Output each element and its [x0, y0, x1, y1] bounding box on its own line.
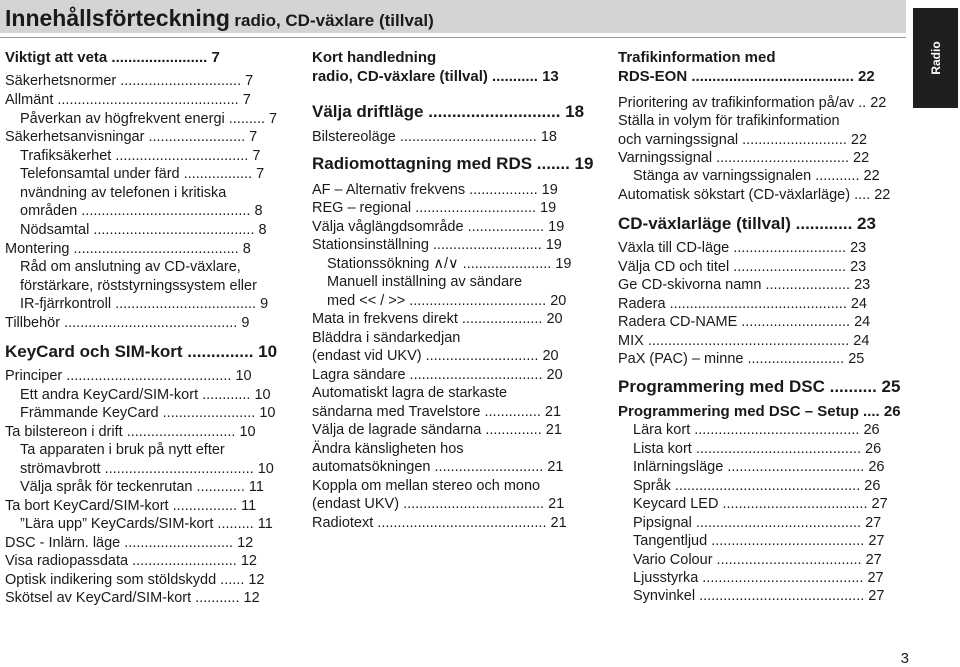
toc-entry: Viktigt att veta ....................... 7	[5, 49, 220, 66]
toc-entry: Koppla om mellan stereo och mono	[312, 478, 541, 494]
toc-entry: Ta bort KeyCard/SIM-kort ................ 11	[5, 498, 257, 514]
toc-entry: Ta apparaten i bruk på nytt efter	[20, 442, 225, 458]
toc-entry: Manuell inställning av sändare	[327, 274, 523, 290]
toc-entry: Nödsamtal ........................................ 8	[20, 222, 267, 238]
toc-entry: (endast UKV) ................................... 21	[312, 496, 565, 512]
page-title: Innehållsförteckning	[5, 5, 230, 31]
toc-entry: Ljusstyrka ........................................ 27	[633, 570, 884, 586]
toc-entry: CD-växlarläge (tillval) ............ 23	[618, 214, 876, 233]
toc-entry: och varningssignal .......................... 22	[618, 132, 868, 148]
page-header	[0, 0, 906, 33]
toc-entry: förstärkare, röststyrningssystem eller	[20, 278, 257, 294]
toc-entry: Stationsinställning ........................... 19	[312, 237, 562, 253]
toc-entry: Keycard LED .................................... 27	[633, 496, 888, 512]
toc-entry: nvändning av telefonen i kritiska	[20, 185, 227, 201]
toc-entry: ”Lära upp” KeyCards/SIM-kort ......... 11	[20, 516, 273, 532]
toc-entry: Påverkan av högfrekvent energi ......... 7	[20, 111, 278, 127]
toc-entry: Kort handledning	[312, 49, 437, 66]
toc-entry: Radiomottagning med RDS ....... 19	[312, 154, 594, 173]
toc-entry: Lära kort ......................................... 26	[633, 422, 880, 438]
toc-entry: Radiotext .......................................... 21	[312, 515, 567, 531]
toc-entry: Välja de lagrade sändarna .............. 21	[312, 422, 562, 438]
toc-entry: Radera ............................................ 24	[618, 296, 867, 312]
toc-entry: Råd om anslutning av CD-växlare,	[20, 259, 241, 275]
toc-entry: AF – Alternativ frekvens ................. 19	[312, 182, 558, 198]
toc-entry: Prioritering av trafikinformation på/av .. 22	[618, 95, 887, 111]
toc-entry: IR-fjärrkontroll ................................... 9	[20, 296, 269, 312]
toc-entry: Tangentljud ...................................... 27	[633, 533, 885, 549]
toc-entry: med << / >> .................................. 20	[327, 293, 567, 309]
toc-entry: Automatisk sökstart (CD-växlarläge) .... 22	[618, 187, 891, 203]
toc-entry: (endast vid UKV) ............................ 20	[312, 348, 559, 364]
toc-entry: Säkerhetsanvisningar ........................ 7	[5, 129, 258, 145]
toc-entry: automatsökningen ........................... 21	[312, 459, 564, 475]
toc-entry: Synvinkel ......................................... 27	[633, 588, 885, 604]
toc-entry: Trafikinformation med	[618, 49, 776, 66]
toc-entry: Stationssökning ∧/∨ ...................... 19	[327, 256, 572, 272]
toc-entry: Ställa in volym för trafikinformation	[618, 113, 840, 129]
toc-entry: Visa radiopassdata .......................... 12	[5, 553, 257, 569]
toc-entry: Välja språk för teckenrutan ............ 11	[20, 479, 264, 495]
toc-entry: Pipsignal ......................................... 27	[633, 515, 882, 531]
toc-entry: Allmänt ............................................. 7	[5, 92, 251, 108]
toc-entry: Växla till CD-läge ............................ 23	[618, 240, 867, 256]
toc-entry: Mata in frekvens direkt .................... 20	[312, 311, 563, 327]
toc-entry: Ta bilstereon i drift ........................... 10	[5, 424, 256, 440]
toc-entry: Varningssignal ................................. 22	[618, 150, 870, 166]
toc-entry: Vario Colour .................................... 27	[633, 552, 882, 568]
toc-entry: KeyCard och SIM-kort .............. 10	[5, 342, 278, 361]
section-tab	[913, 8, 958, 108]
toc-entry: Principer ......................................... 10	[5, 368, 252, 384]
toc-entry: Tillbehör ........................................... 9	[5, 315, 250, 331]
toc-entry: Telefonsamtal under färd ................. 7	[20, 166, 265, 182]
section-tab-label: Radio	[928, 41, 943, 75]
toc-entry: Ett andra KeyCard/SIM-kort ............ 10	[20, 387, 271, 403]
toc-entry: Välja våglängdsområde ................... 19	[312, 219, 565, 235]
toc-entry: sändarna med Travelstore .............. 21	[312, 404, 562, 420]
toc-entry: Språk .............................................. 26	[633, 478, 881, 494]
toc-entry: MIX .................................................. 24	[618, 333, 870, 349]
toc-entry: Ge CD-skivorna namn ..................... 23	[618, 277, 871, 293]
toc-entry: RDS-EON ....................................... 22	[618, 68, 875, 85]
toc-entry: Ändra känsligheten hos	[312, 441, 464, 457]
page-subtitle: radio, CD-växlare (tillval)	[234, 11, 434, 30]
toc-entry: Radera CD-NAME ........................... 24	[618, 314, 871, 330]
toc-entry: Välja CD och titel ............................ 23	[618, 259, 867, 275]
toc-entry: Programmering med DSC – Setup .... 26	[618, 403, 901, 420]
toc-entry: Montering ......................................... 8	[5, 241, 251, 257]
toc-entry: Trafiksäkerhet ................................. 7	[20, 148, 261, 164]
toc-entry: strömavbrott ..................................... 10	[20, 461, 274, 477]
toc-entry: Bilstereoläge .................................. 18	[312, 129, 557, 145]
toc-entry: Inlärningsläge .................................. 26	[633, 459, 885, 475]
toc-entry: PaX (PAC) – minne ........................ 25	[618, 351, 865, 367]
toc-entry: Välja driftläge ............................ 18	[312, 102, 585, 121]
toc-entry: Programmering med DSC .......... 25	[618, 377, 901, 396]
header-divider	[0, 37, 906, 38]
toc-entry: REG – regional .............................. 19	[312, 200, 557, 216]
toc-entry: Bläddra i sändarkedjan	[312, 330, 461, 346]
toc-entry: Stänga av varningssignalen ........... 22	[633, 168, 880, 184]
toc-entry: områden .......................................... 8	[20, 203, 263, 219]
toc-entry: Främmande KeyCard ....................... 10	[20, 405, 276, 421]
toc-entry: radio, CD-växlare (tillval) ........... 13	[312, 68, 559, 85]
toc-entry: Automatiskt lagra de starkaste	[312, 385, 508, 401]
toc-entry: Lagra sändare ................................. 20	[312, 367, 563, 383]
toc-entry: Optisk indikering som stöldskydd ...... 12	[5, 572, 265, 588]
toc-entry: DSC - Inlärn. läge ........................... 12	[5, 535, 254, 551]
page-number: 3	[900, 650, 909, 667]
toc-entry: Lista kort ......................................... 26	[633, 441, 882, 457]
toc-entry: Skötsel av KeyCard/SIM-kort ........... 12	[5, 590, 260, 606]
toc-entry: Säkerhetsnormer .............................. 7	[5, 73, 254, 89]
